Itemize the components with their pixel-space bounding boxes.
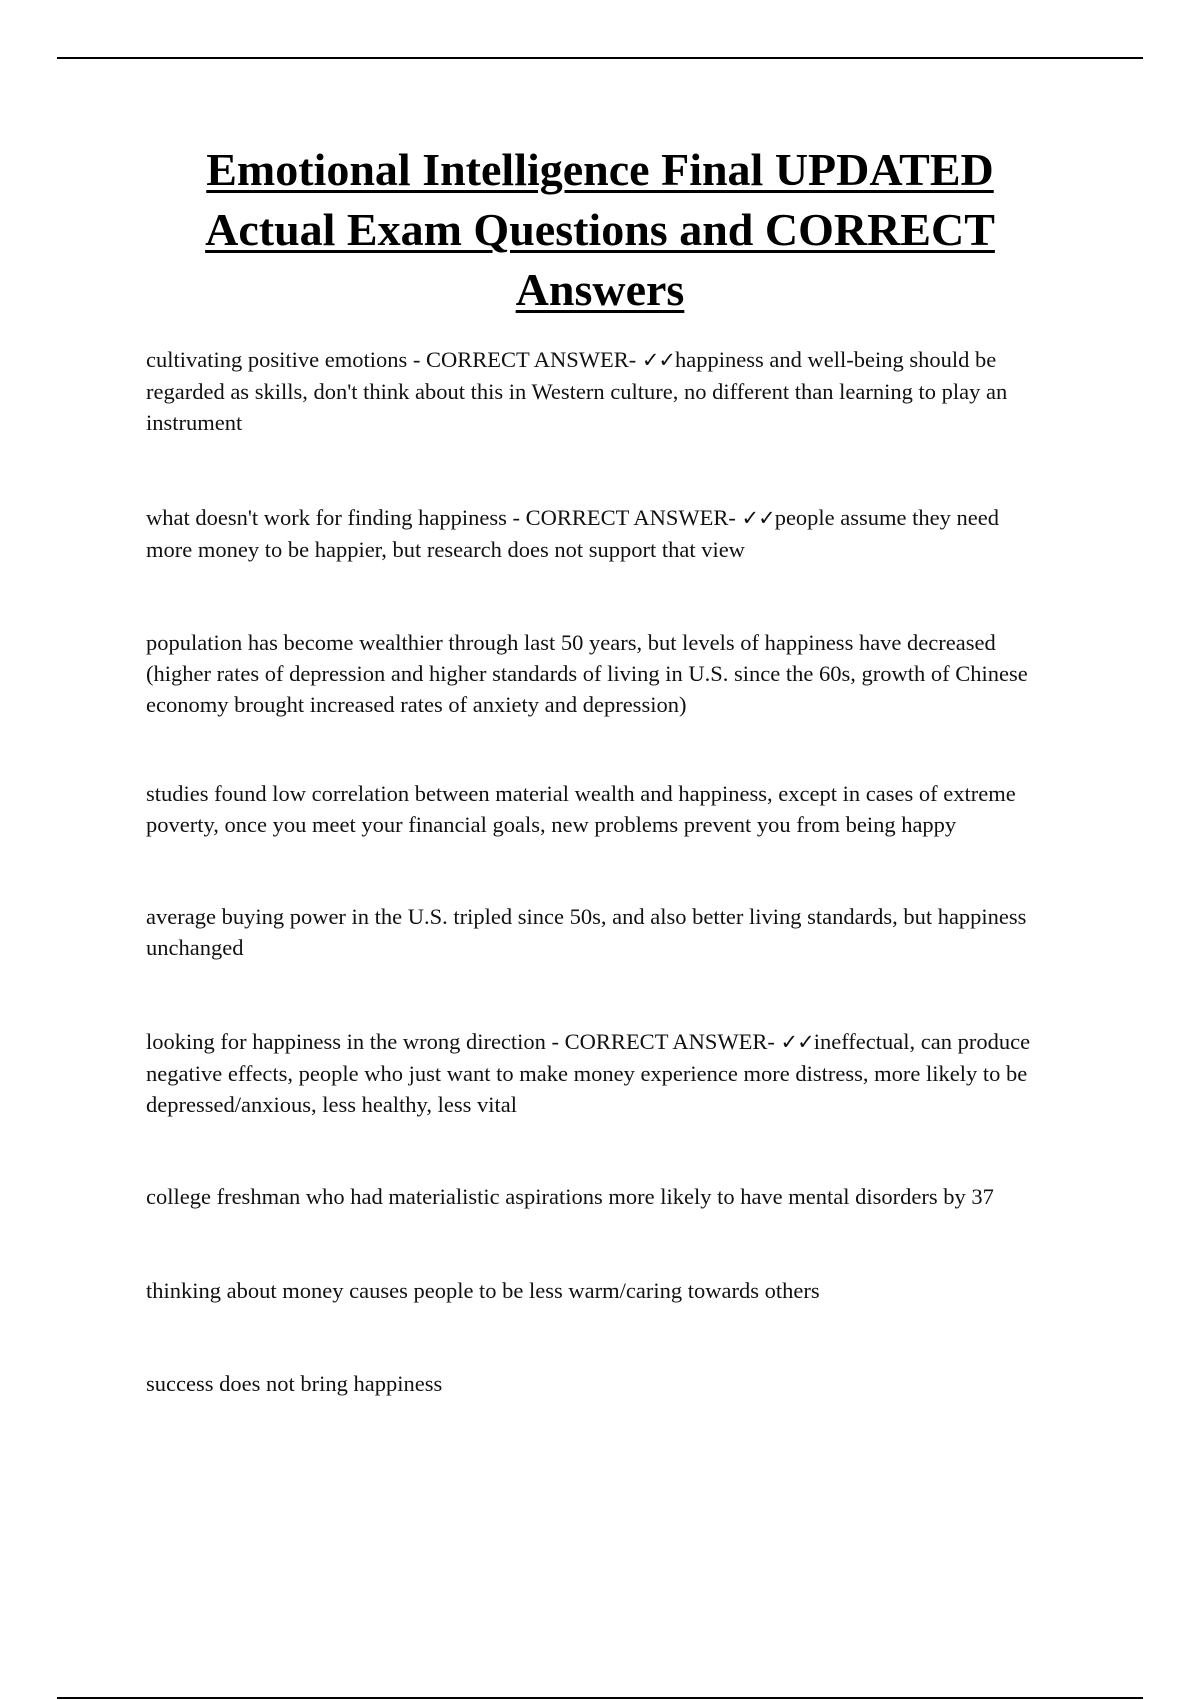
double-check-icon: ✓✓ bbox=[780, 1030, 814, 1054]
note-paragraph bbox=[146, 627, 1046, 720]
entry-answer: happiness and well-being should be regarded as skills, don't think about this in Western culture, no different than learning to play an instrument bbox=[146, 347, 1008, 435]
entry-text: population has become wealthier through last 50 years, but levels of happiness have decreased (higher rates of depression and higher standards of living in U.S. since the 60s, growth of Chinese economy brought increased rates of anxiety and depression) bbox=[146, 630, 1028, 717]
entry-text: success does not bring happiness bbox=[146, 1371, 443, 1396]
qa-entry bbox=[146, 1026, 1046, 1120]
note-paragraph bbox=[146, 1181, 1046, 1212]
entry-answer: people assume they need more money to be happier, but research does not support that view bbox=[146, 505, 999, 562]
note-paragraph bbox=[146, 1368, 1046, 1399]
document-title: Emotional Intelligence Final UPDATED Actual Exam Questions and CORRECT Answers bbox=[205, 144, 995, 315]
entry-text: college freshman who had materialistic aspirations more likely to have mental disorders by 37 bbox=[146, 1184, 994, 1209]
document-body bbox=[146, 344, 1046, 1399]
note-paragraph bbox=[146, 1275, 1046, 1306]
top-rule bbox=[57, 57, 1143, 59]
qa-entry bbox=[146, 344, 1046, 438]
entry-text: thinking about money causes people to be less warm/caring towards others bbox=[146, 1278, 820, 1303]
entry-text: studies found low correlation between material wealth and happiness, except in cases of extreme poverty, once you meet your financial goals, new problems prevent you from being happy bbox=[146, 781, 1016, 837]
entry-term: what doesn't work for finding happiness - CORRECT ANSWER- bbox=[146, 505, 742, 530]
entry-term: looking for happiness in the wrong direction - CORRECT ANSWER- bbox=[146, 1029, 781, 1054]
double-check-icon: ✓✓ bbox=[641, 348, 676, 372]
note-paragraph bbox=[146, 901, 1046, 963]
entry-text: average buying power in the U.S. tripled since 50s, and also better living standards, but happiness unchanged bbox=[146, 904, 1027, 960]
entry-answer: ineffectual, can produce negative effects, people who just want to make money experience more distress, more likely to be depressed/anxious, less healthy, less vital bbox=[146, 1029, 1031, 1117]
qa-entry bbox=[146, 502, 1046, 565]
note-paragraph bbox=[146, 778, 1046, 840]
entry-term: cultivating positive emotions - CORRECT ANSWER- bbox=[146, 347, 642, 372]
bottom-rule bbox=[57, 1697, 1143, 1699]
double-check-icon: ✓✓ bbox=[741, 506, 775, 530]
